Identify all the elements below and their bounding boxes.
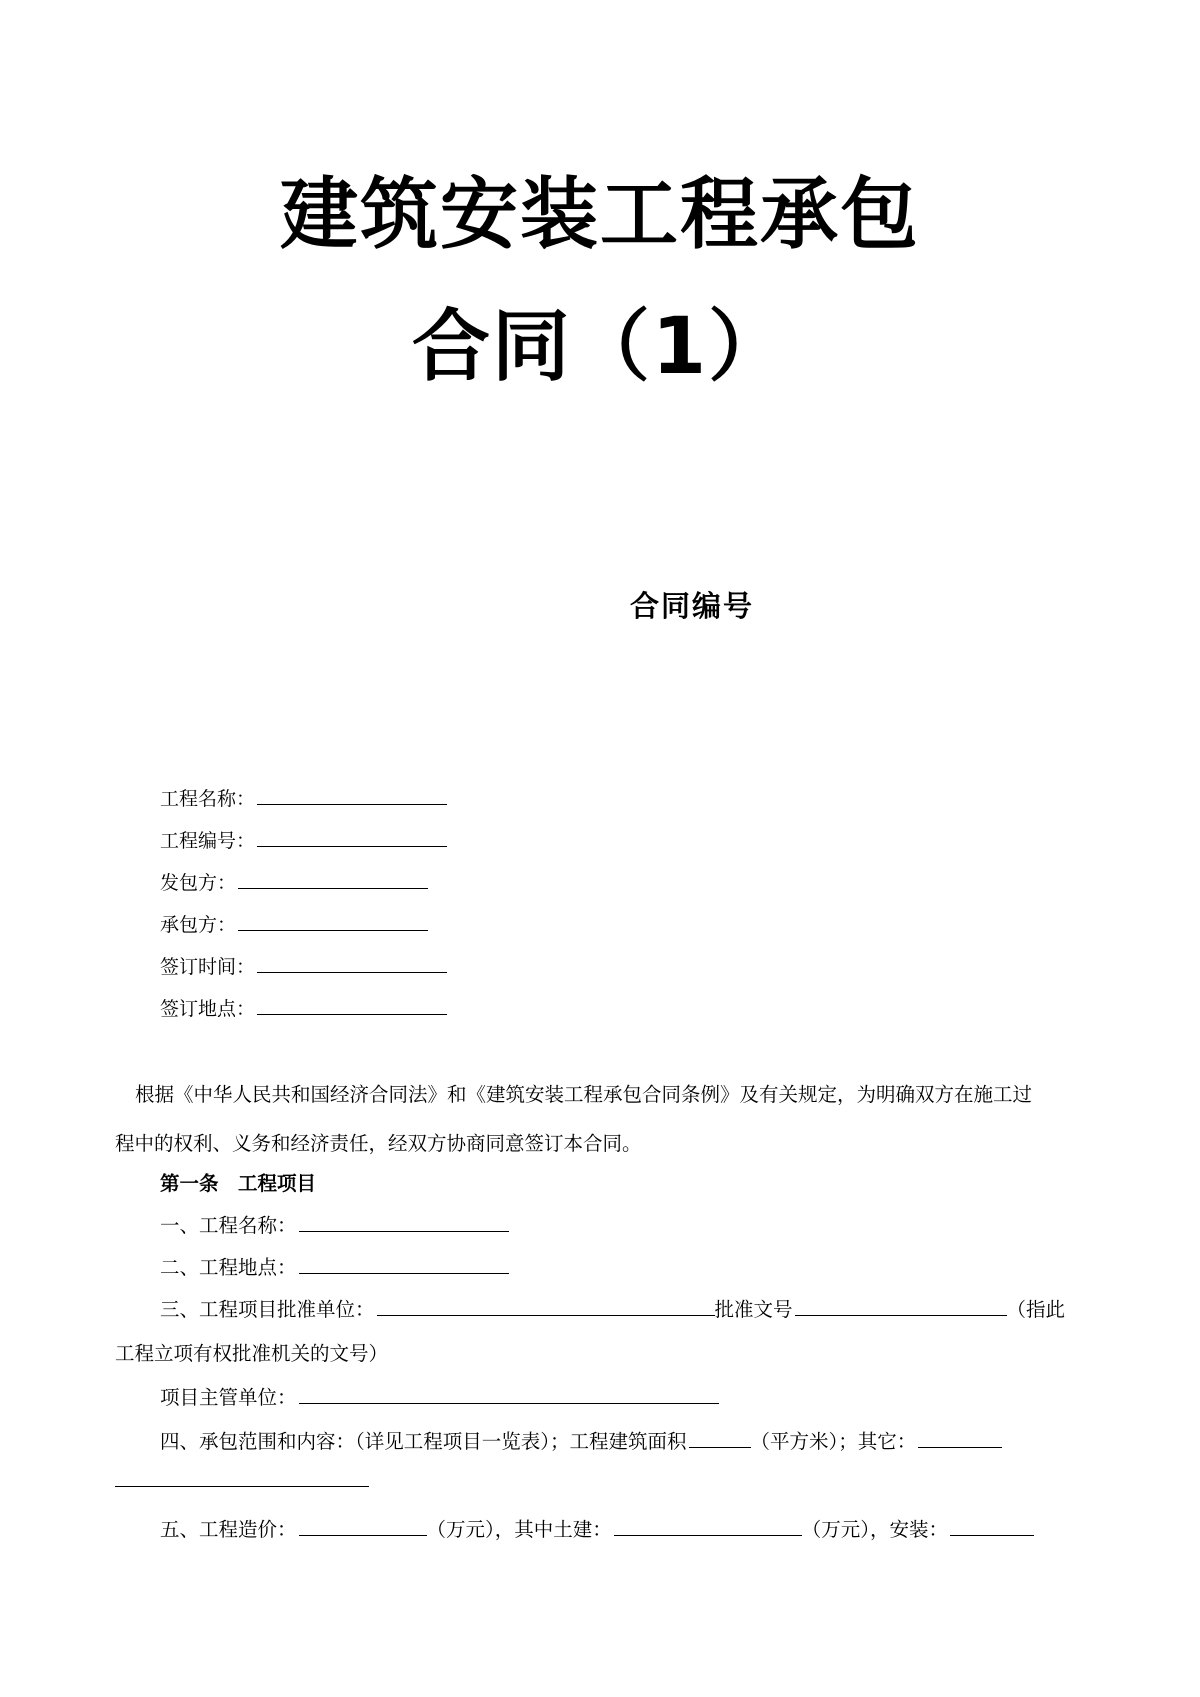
blank-line[interactable] [918, 1427, 1002, 1448]
item-2-project-location: 二、工程地点： [160, 1252, 509, 1280]
field-label: 承包方： [160, 914, 237, 936]
blank-line[interactable] [795, 1295, 1007, 1316]
item-5-cost: 五、工程造价： （万元），其中土建： （万元），安装： [160, 1514, 1034, 1542]
blank-line[interactable] [257, 826, 447, 847]
blank-line[interactable] [257, 952, 447, 973]
item-4-scope: 四、承包范围和内容：（详见工程项目一览表）；工程建筑面积 （平方米）；其它： [160, 1426, 1002, 1454]
intro-paragraph-line-1: 根据《中华人民共和国经济合同法》和《建筑安装工程承包合同条例》及有关规定，为明确双方在施工过 [135, 1083, 1033, 1106]
title-line-2: 合同（1） [411, 302, 789, 392]
blank-line[interactable] [299, 1211, 509, 1232]
field-label: 发包方： [160, 872, 237, 894]
blank-line[interactable] [299, 1515, 427, 1536]
contract-number-label: 合同编号 [630, 589, 755, 623]
item-1-project-name: 一、工程名称： [160, 1210, 509, 1238]
intro-paragraph-line-2: 程中的权利、义务和经济责任，经双方协商同意签订本合同。 [115, 1132, 642, 1155]
blank-line[interactable] [257, 784, 447, 805]
blank-line[interactable] [238, 910, 428, 931]
field-label: 工程编号： [160, 830, 256, 852]
item-3-continuation: 工程立项有权批准机关的文号） [115, 1342, 389, 1365]
item-4-continuation-line[interactable] [115, 1486, 369, 1487]
cover-field-employer [160, 868, 428, 895]
cover-field-project-number [160, 826, 447, 853]
blank-line[interactable] [950, 1515, 1034, 1536]
cover-field-signing-date [160, 952, 447, 979]
blank-line[interactable] [689, 1427, 751, 1448]
field-label: 签订时间： [160, 956, 256, 978]
item-3-supervising-unit: 项目主管单位： [160, 1382, 719, 1410]
cover-field-signing-place [160, 994, 447, 1021]
blank-line[interactable] [614, 1515, 802, 1536]
blank-line[interactable] [377, 1295, 715, 1316]
blank-line[interactable] [299, 1383, 719, 1404]
blank-line[interactable] [257, 994, 447, 1015]
title-line-1: 建筑安装工程承包 [279, 170, 920, 260]
cover-field-contractor [160, 910, 428, 937]
cover-field-project-name [160, 784, 447, 811]
field-label: 工程名称： [160, 788, 256, 810]
item-3-approval: 三、工程项目批准单位： 批准文号 （指此 [160, 1294, 1065, 1322]
blank-line[interactable] [238, 868, 428, 889]
blank-line[interactable] [299, 1253, 509, 1274]
article-1-title: 第一条 工程项目 [160, 1172, 317, 1195]
field-label: 签订地点： [160, 998, 256, 1020]
